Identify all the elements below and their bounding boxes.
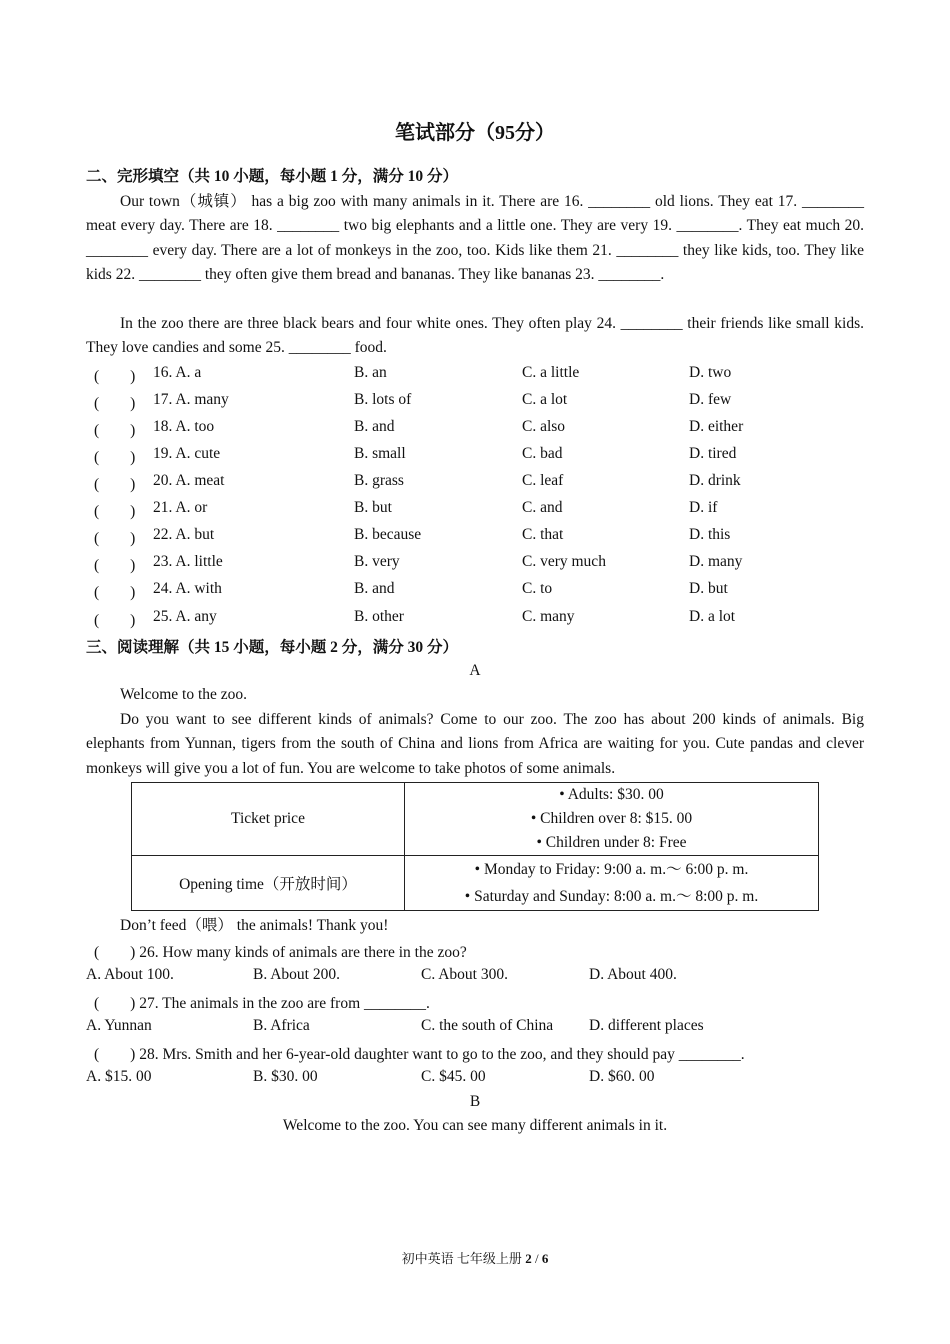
ticket-price-label: Ticket price <box>132 783 405 856</box>
page-title: 笔试部分（95分） <box>395 122 555 144</box>
footer-subject: 初中英语 七年级上册 <box>401 1251 522 1266</box>
option-d: D. this <box>689 526 731 543</box>
option-c: C. also <box>522 418 566 435</box>
answer-blank[interactable]: ( ) <box>94 584 136 601</box>
ticket-adults: • Adults: $30. 00 <box>559 786 664 803</box>
opening-weekdays: • Monday to Friday: 9:00 a. m.～ 6:00 p. m. <box>474 861 749 878</box>
option-b: B. lots of <box>354 391 412 408</box>
answer-blank[interactable]: ( ) <box>94 449 136 466</box>
choice-d[interactable]: D. About 400. <box>589 966 677 983</box>
option-a: 19. A. cute <box>153 445 221 462</box>
option-a: 24. A. with <box>153 580 222 597</box>
question-28-choices <box>86 1068 864 1095</box>
option-c: C. a lot <box>522 391 568 408</box>
option-d: D. if <box>689 499 718 516</box>
option-d: D. tired <box>689 445 737 462</box>
answer-blank[interactable]: ( ) <box>94 557 136 574</box>
part-b-intro: Welcome to the zoo. You can see many different animals in it. <box>282 1117 668 1134</box>
question-27-choices <box>86 1017 864 1044</box>
option-a: 23. A. little <box>153 553 223 570</box>
option-d: D. many <box>689 553 743 570</box>
choice-a[interactable]: A. About 100. <box>86 966 174 983</box>
question-28: ( ) 28. Mrs. Smith and her 6-year-old daughter want to go to the zoo, and they should pay ________. <box>94 1046 745 1063</box>
option-c: C. to <box>522 580 553 597</box>
question-26: ( ) 26. How many kinds of animals are there in the zoo? <box>94 944 467 961</box>
option-row <box>86 580 864 607</box>
choice-d[interactable]: D. $60. 00 <box>589 1068 655 1085</box>
option-b: B. and <box>354 418 395 435</box>
option-row <box>86 418 864 445</box>
opening-time-label: Opening time（开放时间） <box>132 856 405 911</box>
option-a: 18. A. too <box>153 418 215 435</box>
option-c: C. that <box>522 526 564 543</box>
opening-weekend: • Saturday and Sunday: 8:00 a. m.～ 8:00 p. m. <box>464 888 759 905</box>
choice-c[interactable]: C. About 300. <box>421 966 508 983</box>
option-row <box>86 445 864 472</box>
option-a: 21. A. or <box>153 499 208 516</box>
option-c: C. many <box>522 608 575 625</box>
option-b: B. but <box>354 499 392 516</box>
option-c: C. a little <box>522 364 580 381</box>
choice-a[interactable]: A. Yunnan <box>86 1017 152 1034</box>
option-a: 20. A. meat <box>153 472 225 489</box>
option-a: 22. A. but <box>153 526 215 543</box>
choice-c[interactable]: C. $45. 00 <box>421 1068 486 1085</box>
option-row <box>86 391 864 418</box>
option-b: B. because <box>354 526 422 543</box>
option-a: 25. A. any <box>153 608 217 625</box>
answer-blank[interactable]: ( ) <box>94 530 136 547</box>
option-b: B. an <box>354 364 387 381</box>
option-row <box>86 472 864 499</box>
option-b: B. other <box>354 608 404 625</box>
page-footer <box>86 1248 864 1267</box>
option-b: B. small <box>354 445 406 462</box>
choice-c[interactable]: C. the south of China <box>421 1017 554 1034</box>
option-c: C. bad <box>522 445 563 462</box>
part-a-welcome: Welcome to the zoo. <box>120 686 248 703</box>
ticket-price-values <box>405 783 819 856</box>
option-d: D. two <box>689 364 732 381</box>
option-row <box>86 364 864 391</box>
part-a-label: A <box>469 662 481 679</box>
footer-page-number: 2 <box>525 1251 532 1266</box>
part-a-passage: Do you want to see different kinds of animals? Come to our zoo. The zoo has about 200 kinds of animals. Big elephants from Yunnan, tigers from the south of China and lions from Africa are waiting for you. Cute pandas and clever monkeys will give you a lot of fun. You are welcome to take photos of some animals. <box>86 711 864 777</box>
option-row <box>86 608 864 635</box>
option-row <box>86 526 864 553</box>
opening-row <box>132 856 819 911</box>
option-d: D. a lot <box>689 608 736 625</box>
answer-blank[interactable]: ( ) <box>94 612 136 629</box>
option-a: 16. A. a <box>153 364 202 381</box>
option-c: C. leaf <box>522 472 564 489</box>
option-d: D. but <box>689 580 728 597</box>
opening-time-values <box>405 856 819 911</box>
option-c: C. and <box>522 499 563 516</box>
question-26-choices <box>86 966 864 993</box>
cloze-passage-1: Our town（城镇） has a big zoo with many animals in it. There are 16. ________ old lions. They eat 17. ________ meat every day. There are 18. ________ two big elephants and a little one. They are very 19. ________. They eat much 20. ________ every day. There are a lot of monkeys in the zoo, too. Kids like them 21. ________ they like kids, too. They like kids 22. ________ they often give them bread and bananas. They like bananas 23. ________. <box>86 193 864 283</box>
choice-a[interactable]: A. $15. 00 <box>86 1068 152 1085</box>
option-b: B. grass <box>354 472 404 489</box>
ticket-children-over-8: • Children over 8: $15. 00 <box>530 810 693 827</box>
ticket-row <box>132 783 819 856</box>
choice-d[interactable]: D. different places <box>589 1017 704 1034</box>
choice-b[interactable]: B. About 200. <box>253 966 340 983</box>
reading-heading: 三、阅读理解（共 15 小题，每小题 2 分，满分 30 分） <box>86 639 459 656</box>
answer-blank[interactable]: ( ) <box>94 476 136 493</box>
ticket-table <box>131 782 819 911</box>
answer-blank[interactable]: ( ) <box>94 395 136 412</box>
feed-note: Don’t feed（喂） the animals! Thank you! <box>120 917 389 934</box>
footer-total-pages: 6 <box>541 1251 549 1266</box>
option-row <box>86 499 864 526</box>
question-27: ( ) 27. The animals in the zoo are from ________. <box>94 995 430 1012</box>
footer-separator: / <box>534 1251 539 1266</box>
choice-b[interactable]: B. Africa <box>253 1017 310 1034</box>
cloze-heading: 二、完形填空（共 10 小题，每小题 1 分，满分 10 分） <box>86 168 459 185</box>
cloze-passage-2: In the zoo there are three black bears and four white ones. They often play 24. ________ their friends like small kids. They love candies and some 25. ________ food. <box>86 315 864 357</box>
option-d: D. few <box>689 391 732 408</box>
option-c: C. very much <box>522 553 606 570</box>
option-row <box>86 553 864 580</box>
answer-blank[interactable]: ( ) <box>94 422 136 439</box>
part-b-label: B <box>469 1093 481 1110</box>
answer-blank[interactable]: ( ) <box>94 368 136 385</box>
option-b: B. very <box>354 553 400 570</box>
option-d: D. either <box>689 418 744 435</box>
choice-b[interactable]: B. $30. 00 <box>253 1068 318 1085</box>
option-b: B. and <box>354 580 395 597</box>
answer-blank[interactable]: ( ) <box>94 503 136 520</box>
option-d: D. drink <box>689 472 741 489</box>
ticket-children-under-8: • Children under 8: Free <box>536 834 687 851</box>
option-a: 17. A. many <box>153 391 229 408</box>
